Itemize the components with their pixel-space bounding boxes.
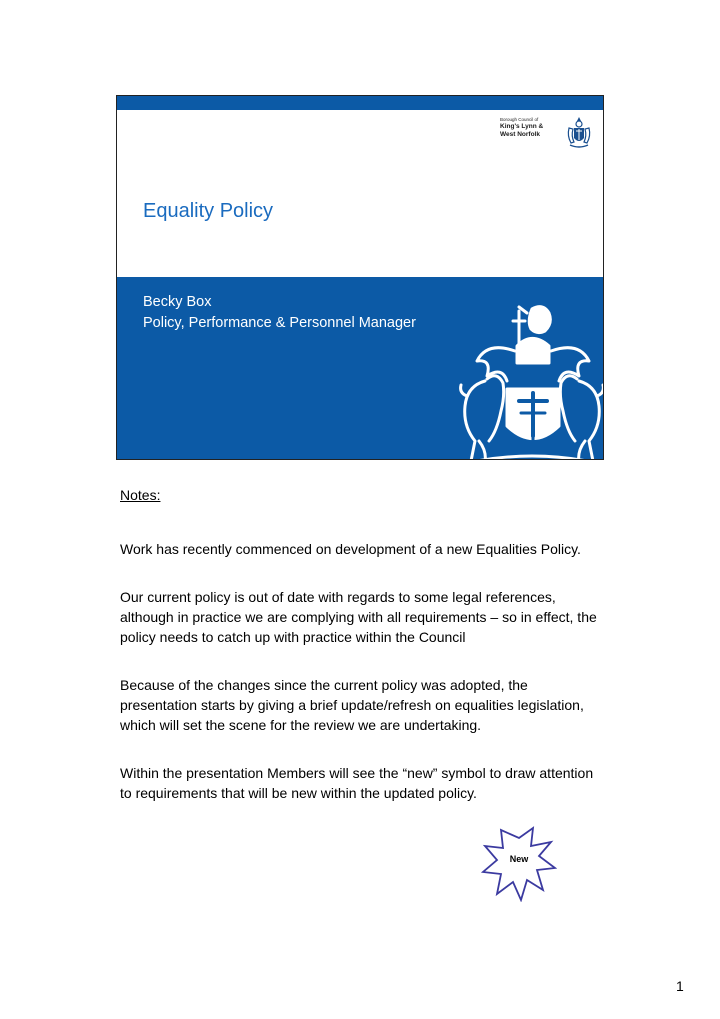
notes-paragraph-4: Within the presentation Members will see the “new” symbol to draw attention to requirements that will be new within the updated policy. bbox=[120, 765, 594, 801]
logo-text bbox=[500, 117, 543, 139]
coat-of-arms-icon bbox=[566, 116, 592, 150]
notes-paragraph-3: Because of the changes since the current policy was adopted, the presentation starts by giving a brief update/refresh on equalities legislation, which will set the scene for the review we are undertaking. bbox=[120, 677, 584, 733]
presenter-name: Becky Box bbox=[143, 294, 212, 310]
logo-line-3: West Norfolk bbox=[500, 131, 540, 138]
presenter-role: Policy, Performance & Personnel Manager bbox=[143, 315, 416, 331]
notes-paragraph-1: Work has recently commenced on development of a new Equalities Policy. bbox=[120, 541, 581, 557]
logo-line-1: Borough Council of bbox=[500, 117, 539, 122]
slide-title: Equality Policy bbox=[143, 200, 274, 222]
slide-top-bar bbox=[117, 96, 603, 110]
notes-section bbox=[120, 485, 600, 831]
notes-paragraph-2: Our current policy is out of date with regards to some legal references, although in practice we are complying with all requirements – so in effect, the policy needs to catch up with practice within the Council bbox=[120, 589, 597, 645]
slide-thumbnail bbox=[116, 95, 604, 460]
council-logo bbox=[500, 116, 592, 152]
crest-watermark-icon bbox=[457, 301, 604, 460]
page-number: 1 bbox=[676, 978, 684, 994]
logo-line-2: King's Lynn & bbox=[500, 123, 544, 130]
notes-heading: Notes: bbox=[120, 487, 161, 503]
new-symbol-label: New bbox=[509, 854, 529, 864]
